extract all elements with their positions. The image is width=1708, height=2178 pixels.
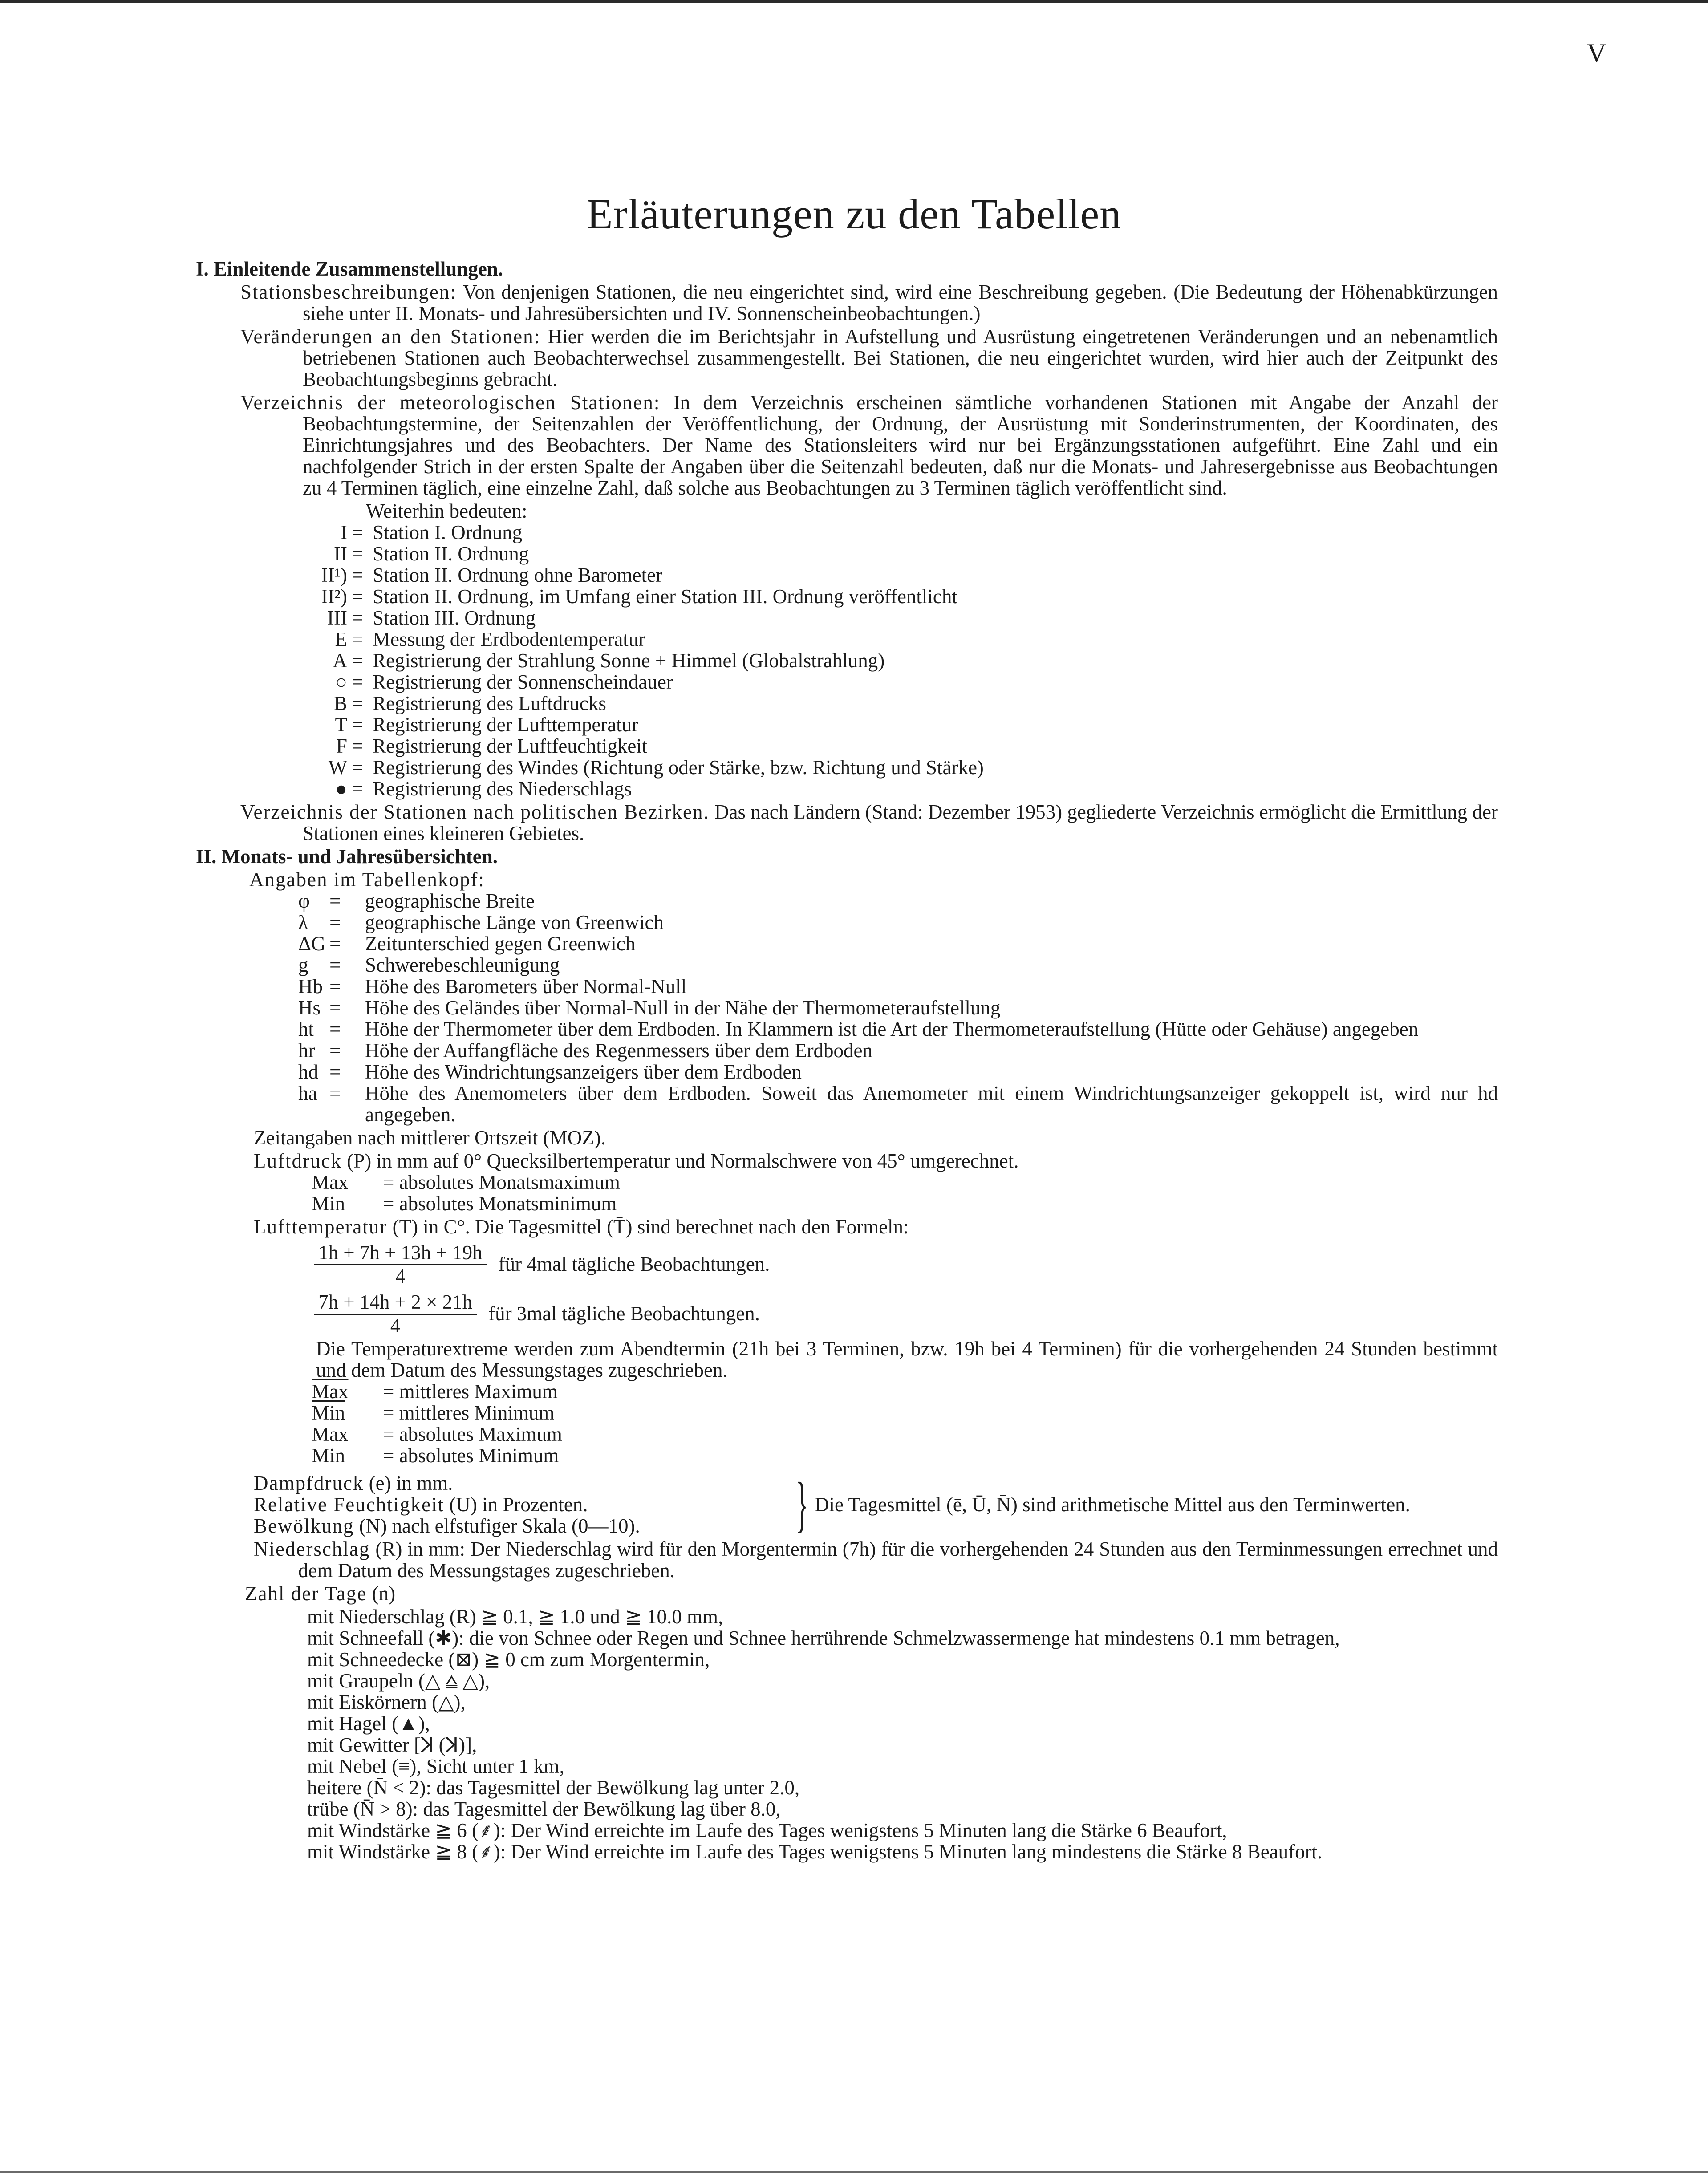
legend-desc: Station III. Ordnung [373,607,536,629]
ld-row [312,1172,1498,1193]
list-item: mit Hagel (▲), [307,1712,430,1735]
mm-row [312,1381,1498,1402]
tk-desc: Höhe der Thermometer über dem Erdboden. In Klammern ist die Art der Thermometeraufstellung (Hütte oder Gehäuse) angegeben [365,1018,1419,1040]
lufttemperatur-label: Lufttemperatur [254,1216,388,1238]
bracket-left-lines [254,1472,788,1537]
legend-desc: Registrierung der Strahlung Sonne + Himmel (Globalstrahlung) [373,649,885,672]
niederschlag-para [254,1538,1498,1581]
luftdruck-text: (P) in mm auf 0° Quecksilbertemperatur und Normalschwere von 45° umgerechnet. [341,1150,1019,1172]
legend-desc: Messung der Erdbodentemperatur [373,628,645,650]
tk-row: hr = Höhe der Auffangfläche des Regenmessers über dem Erdboden [196,1040,1498,1061]
section-2-heading: II. Monats- und Jahresübersichten. [196,845,498,868]
para-label: Veränderungen an den Stationen: [240,325,541,348]
formula-text: für 3mal tägliche Beobachtungen. [488,1302,760,1325]
para-stationsbeschreibungen [240,281,1498,324]
para-label: Stationsbeschreibungen: [240,281,457,303]
legend-desc: Station II. Ordnung ohne Barometer [373,564,663,586]
ld-desc: = absolutes Monatsmaximum [383,1171,620,1193]
list-item: mit Graupeln (△ ⩠ △), [307,1670,490,1692]
legend-symbol: I [341,521,347,543]
niederschlag-text: (R) in mm: Der Niederschlag wird für den Morgentermin (7h) für die vorhergehenden 24 Stunden aus den Terminmessungen errechnet und dem Datum des Messungstages zugeschrieben. [298,1538,1498,1582]
tk-desc: geographische Länge von Greenwich [365,911,664,933]
luftdruck-label: Luftdruck [254,1150,342,1172]
tk-symbol: hd [298,1061,318,1083]
list-item: trübe (N̄ > 8): das Tagesmittel der Bewölkung lag über 8.0, [307,1798,781,1820]
mm-desc: = absolutes Minimum [383,1444,559,1467]
legend-symbol: A [333,649,347,672]
tk-desc: Höhe des Windrichtungsanzeigers über dem Erdboden [365,1061,802,1083]
niederschlag-label: Niederschlag [254,1538,370,1560]
weiterhin-label: Weiterhin bedeuten: [366,500,527,522]
formula-4mal [314,1241,1498,1287]
temperaturextreme-text: Die Temperaturextreme werden zum Abendtermin (21h bei 3 Terminen, bzw. 19h bei 4 Terminen) für die vorhergehenden 24 Stunden bestimmt und dem Datum des Messungstages zugeschrieben. [316,1338,1498,1381]
tk-row: g = Schwerebeschleunigung [196,954,1498,976]
symbol-legend [196,522,1498,799]
tk-row: ΔG = Zeitunterschied gegen Greenwich [196,933,1498,954]
tk-symbol: λ [298,911,308,933]
legend-row: ● = Registrierung des Niederschlags [196,778,1498,799]
tk-desc: Höhe der Auffangfläche des Regenmessers über dem Erdboden [365,1039,873,1062]
legend-row: T = Registrierung der Lufttemperatur [196,714,1498,735]
legend-row: F = Registrierung der Luftfeuchtigkeit [196,735,1498,757]
legend-desc: Registrierung des Luftdrucks [373,692,606,714]
para-label: Verzeichnis der Stationen nach politischen Bezirken. [240,801,710,823]
tk-symbol: hr [298,1039,315,1062]
bracket-text: Die Tagesmittel (ē, Ū, N̄) sind arithmetische Mittel aus den Terminwerten. [815,1493,1410,1516]
para-politische-bezirke [240,801,1498,844]
page-title: Erläuterungen zu den Tabellen [586,190,1122,238]
mm-row [312,1424,1498,1445]
formula-text: für 4mal tägliche Beobachtungen. [498,1253,770,1275]
tabellenkopf-label: Angaben im Tabellenkopf: [249,868,485,891]
fraction-denominator: 4 [390,1314,401,1337]
legend-desc: Registrierung der Sonnenscheindauer [373,671,673,693]
top-rule [0,0,1708,3]
tk-row: φ = geographische Breite [196,890,1498,912]
tk-desc: Schwerebeschleunigung [365,954,560,976]
para-label: Verzeichnis der meteorologischen Stationen: [240,391,661,414]
legend-symbol: F [336,735,347,757]
legend-row: A = Registrierung der Strahlung Sonne + Himmel (Globalstrahlung) [196,650,1498,671]
tk-desc: Höhe des Anemometers über dem Erdboden. Soweit das Anemometer mit einem Windrichtungsanzeiger gekoppelt ist, wird nur hd angegeben. [365,1082,1498,1126]
mm-symbol: Min [312,1444,345,1467]
tk-row: λ = geographische Länge von Greenwich [196,912,1498,933]
para-verzeichnis-stationen [240,392,1498,499]
para-veraenderungen [240,326,1498,390]
fraction-numerator: 1h + 7h + 13h + 19h [314,1241,487,1265]
tk-row: hd = Höhe des Windrichtungsanzeigers über dem Erdboden [196,1061,1498,1083]
legend-row: B = Registrierung des Luftdrucks [196,693,1498,714]
mm-symbol: $\overline{Max}$ [312,1380,349,1403]
section-1-heading: I. Einleitende Zusammenstellungen. [196,258,503,280]
rel-feuchte-line: Relative Feuchtigkeit (U) in Prozenten. [254,1493,588,1516]
legend-symbol: II²) [321,585,347,608]
tk-symbol: ht [298,1018,314,1040]
mm-symbol: $\overline{Min}$ [312,1402,345,1424]
tk-row: Hs = Höhe des Geländes über Normal-Null in der Nähe der Thermometeraufstellung [196,997,1498,1018]
legend-symbol: B [333,692,347,714]
legend-desc: Registrierung der Luftfeuchtigkeit [373,735,648,757]
list-item: mit Niederschlag (R) ≧ 0.1, ≧ 1.0 und ≧ 10.0 mm, [307,1606,723,1628]
list-item: heitere (N̄ < 2): das Tagesmittel der Bewölkung lag unter 2.0, [307,1776,800,1799]
legend-row: II = Station II. Ordnung [196,543,1498,564]
tk-desc: geographische Breite [365,890,535,912]
legend-desc: Station II. Ordnung [373,543,529,565]
legend-row: I = Station I. Ordnung [196,522,1498,543]
para-text: In dem Verzeichnis erscheinen sämtliche vorhandenen Stationen mit Angabe der Anzahl der Beobachtungstermine, der Seitenzahlen der Veröffentlichung, der Ordnung, der Ausrüstung mit Sonderinstrumenten, der Koordinaten, des Einrichtungsjahres und des Beobachters. Der Name des Stationsleiters wird nur bei Ergänzungsstationen aufgeführt. Eine Zahl und ein nachfolgender Strich in der ersten Spalte der Angaben über die Seitenzahl bedeuten, daß nur die Monats- und Jahresergebnisse aus Beobachtungen zu 4 Terminen täglich, eine einzelne Zahl, daß solche aus Beobachtungen zu 3 Terminen täglich veröffentlicht sind. [303,391,1498,499]
legend-desc: Registrierung der Lufttemperatur [373,714,639,736]
legend-row: ○ = Registrierung der Sonnenscheindauer [196,671,1498,693]
list-item: mit Schneedecke (⊠) ≧ 0 cm zum Morgentermin, [307,1648,710,1671]
bottom-rule [0,2171,1708,2173]
tk-symbol: g [298,954,308,976]
mittel-bracket-group [254,1472,1498,1537]
zahl-der-tage-n: (n) [367,1582,396,1605]
list-item: mit Windstärke ≧ 8 (⸙): Der Wind erreichte im Laufe des Tages wenigstens 5 Minuten lang mindestens die Stärke 8 Beaufort. [307,1841,1323,1863]
mm-symbol: Max [312,1423,349,1445]
fraction-denominator: 4 [395,1265,406,1287]
legend-row: II¹) = Station II. Ordnung ohne Barometer [196,564,1498,586]
legend-desc: Station I. Ordnung [373,521,523,543]
tk-symbol: ΔG [298,933,326,955]
legend-symbol: II [334,543,347,565]
precipitation-icon: ● [335,778,347,800]
legend-symbol: II¹) [321,564,347,586]
tk-symbol: φ [298,890,310,912]
tk-desc: Zeitunterschied gegen Greenwich [365,933,636,955]
zeitangaben: Zeitangaben nach mittlerer Ortszeit (MOZ). [254,1127,606,1149]
tk-symbol: ha [298,1082,317,1104]
tk-desc: Höhe des Geländes über Normal-Null in der Nähe der Thermometeraufstellung [365,997,1001,1019]
legend-row: W = Registrierung des Windes (Richtung oder Stärke, bzw. Richtung und Stärke) [196,757,1498,778]
tk-row: Hb = Höhe des Barometers über Normal-Null [196,976,1498,997]
tk-symbol: Hb [298,975,323,998]
legend-row: III = Station III. Ordnung [196,607,1498,629]
list-item: mit Windstärke ≧ 6 (⸙): Der Wind erreichte im Laufe des Tages wenigstens 5 Minuten lang die Stärke 6 Beaufort, [307,1819,1227,1841]
legend-symbol: W [328,756,347,779]
tk-row: ht = Höhe der Thermometer über dem Erdboden. In Klammern ist die Art der Thermometeraufstellung (Hütte oder Gehäuse) angegeben [196,1018,1498,1040]
luftdruck-line [254,1150,1498,1172]
ld-symbol: Min [312,1192,345,1215]
mm-desc: = mittleres Maximum [383,1380,558,1403]
tabellenkopf-list [196,890,1498,1125]
legend-row: E = Messung der Erdbodentemperatur [196,629,1498,650]
ld-desc: = absolutes Monatsminimum [383,1192,617,1215]
document-body [196,258,1498,1862]
list-item: mit Schneefall (✱): die von Schnee oder Regen und Schnee herrührende Schmelzwassermenge hat mindestens 0.1 mm betragen, [307,1627,1340,1649]
para-text: Hier werden die im Berichtsjahr in Aufstellung und Ausrüstung eingetretenen Veränderungen und an nebenamtlich betriebenen Stationen auch Beobachterwechsel zusammengestellt. Bei Stationen, die neu eingerichtet wurden, wird hier auch der Zeitpunkt des Beobachtungsbeginns gebracht. [303,325,1498,390]
legend-desc: Registrierung des Windes (Richtung oder Stärke, bzw. Richtung und Stärke) [373,756,984,779]
list-item: mit Gewitter [ꓘ (ꓘ)], [307,1734,477,1756]
fraction-numerator: 7h + 14h + 2 × 21h [314,1290,477,1315]
lufttemperatur-line [254,1216,1498,1237]
bewoelkung-line: Bewölkung (N) nach elfstufiger Skala (0—10). [254,1515,640,1537]
zahl-der-tage-line [245,1583,1498,1604]
zahl-der-tage-list [196,1606,1498,1862]
legend-row: II²) = Station II. Ordnung, im Umfang einer Station III. Ordnung veröffentlicht [196,586,1498,607]
ld-symbol: Max [312,1171,349,1193]
right-brace-icon: } [795,1470,809,1539]
mm-desc: = mittleres Minimum [383,1402,555,1424]
legend-symbol: E [335,628,347,650]
lufttemperatur-text: (T) in C°. Die Tagesmittel (T̄) sind berechnet nach den Formeln: [387,1216,909,1238]
mm-row [312,1402,1498,1424]
list-item: mit Nebel (≡), Sicht unter 1 km, [307,1755,564,1777]
legend-symbol: III [327,607,347,629]
sunshine-icon: ○ [335,671,347,693]
legend-desc: Station II. Ordnung, im Umfang einer Station III. Ordnung veröffentlicht [373,585,957,608]
dampfdruck-line: Dampfdruck (e) in mm. [254,1472,453,1494]
page-number: V [1587,38,1607,68]
mm-row [312,1445,1498,1466]
formula-3mal [314,1290,1498,1336]
legend-desc: Registrierung des Niederschlags [373,778,632,800]
fraction [314,1241,487,1287]
zahl-der-tage-label: Zahl der Tage [245,1582,367,1605]
tk-row: ha = Höhe des Anemometers über dem Erdboden. Soweit das Anemometer mit einem Windrichtungsanzeiger gekoppelt ist, wird nur hd angegeben. [298,1082,1498,1126]
para-text: Von denjenigen Stationen, die neu eingerichtet sind, wird eine Beschreibung gegeben. (Die Bedeutung der Höhenabkürzungen siehe unter II. Monats- und Jahresübersichten und IV. Sonnenscheinbeobachtungen.) [303,281,1498,324]
ld-row [312,1193,1498,1214]
fraction [314,1290,477,1336]
list-item: mit Eiskörnern (△), [307,1691,466,1713]
mm-desc: = absolutes Maximum [383,1423,562,1445]
tk-symbol: Hs [298,997,321,1019]
tk-desc: Höhe des Barometers über Normal-Null [365,975,687,998]
legend-symbol: T [335,714,347,736]
para-text: Das nach Ländern (Stand: Dezember 1953) gegliederte Verzeichnis ermöglicht die Ermittlung der Stationen eines kleineren Gebietes. [303,801,1498,844]
